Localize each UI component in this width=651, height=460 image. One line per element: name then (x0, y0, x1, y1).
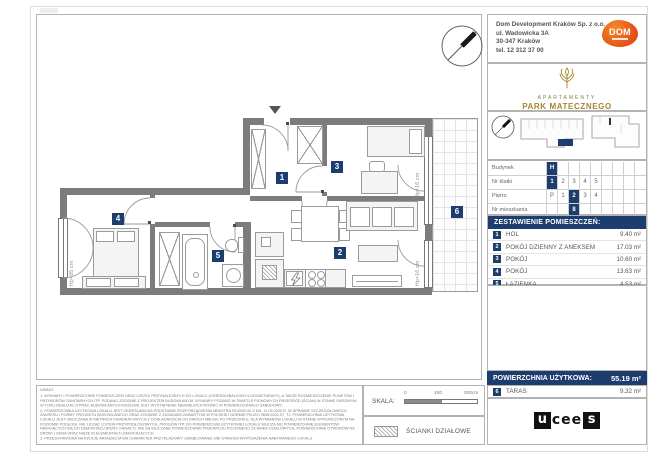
scale-box (363, 385, 485, 416)
washing-machine (159, 232, 180, 286)
brand-line2: PARK MATECZNEGO (522, 102, 612, 111)
cell (623, 190, 634, 203)
cell (612, 190, 623, 203)
cell: P (546, 190, 557, 203)
room-number: 2 (493, 243, 501, 251)
burner (317, 271, 325, 279)
ucees-logo (488, 412, 646, 429)
scale-label: SKALA: (372, 398, 395, 405)
room-row (488, 266, 646, 278)
usable-area-bar (487, 371, 647, 385)
notes-title: UWAGI: (40, 387, 54, 393)
room-badge-hall: 1 (276, 172, 288, 184)
sill-height-label: Hp=16 cm (415, 172, 421, 198)
cell: H (546, 162, 557, 175)
cell: 4 (579, 176, 590, 189)
terrace-number: 6 (493, 388, 501, 396)
usable-area-value: 55.19 m² (610, 373, 641, 383)
notes-item: 1. WYMIARY I POWIERZCHNIE POMIESZCZEŃ ORAZ CZĘŚCI PRZYNALEŻNYCH DO LOKALU (OGRÓDKI/BALKONY/LOGGIE/TARASY), A TAKŻE ROZMIESZCZENIE PUNKTÓW I PRZYBORÓW SANITARNYCH ITP. PODANO ZGODNIE Z PROJEKTEM BUDOWLANYM. WYMIARY PODANO W ŚWIETLE PIONOWYCH PRZEGRÓD (ŚCIAN) W STANIE SUROWYM. W TOKU REALIZACJI PRAC BUDOWLANYCH MOŻLIWE JEST WYSTĄPIENIE NIEWIELKICH RÓŻNIC W POWIERZCHNIACH ZABUDOWY. (40, 394, 358, 408)
park-matecznego-tree-icon (556, 67, 578, 89)
room-badge-bathroom: 5 (212, 250, 224, 262)
hall-wardrobe (251, 129, 266, 189)
row-label: Nr mieszkania (492, 207, 528, 213)
room-area: 10.60 m² (616, 255, 641, 263)
row-label: Budynek (492, 165, 514, 171)
cell (634, 190, 645, 203)
cell: 1 (557, 190, 568, 203)
scale-tick-100: 100 (434, 391, 443, 396)
room-row (488, 254, 646, 266)
row-label: Piętro (492, 193, 507, 199)
company-info-box (487, 14, 647, 63)
room-badge-terrace: 6 (451, 206, 463, 218)
table-row (488, 162, 646, 176)
cell: 2 (557, 176, 568, 189)
cell: 2 (568, 190, 579, 203)
burner (308, 279, 316, 287)
kitchen-appliance (261, 237, 271, 247)
chair (291, 210, 302, 223)
company-phone: tel. 12 312 37 00 (496, 46, 544, 54)
partition-legend-label: ŚCIANKI DZIAŁOWE (406, 428, 471, 435)
notes-box (36, 385, 363, 445)
bathtub-inner (185, 238, 205, 286)
kitchen-vent (262, 265, 277, 280)
burner (317, 279, 325, 287)
terrace-name: TARAS (506, 388, 527, 395)
cell: 8 (568, 204, 579, 217)
room-area: 9.40 m² (620, 231, 641, 239)
cell (568, 162, 579, 175)
site-plan (488, 112, 646, 159)
room-number: 4 (493, 268, 501, 276)
usable-area-label: POWIERZCHNIA UŻYTKOWA: (493, 374, 592, 382)
dom-logo-tagline-bar (612, 38, 628, 40)
terrace-row (487, 385, 647, 398)
cell (623, 176, 634, 189)
toilet-tank (238, 237, 244, 253)
scale-tick-0: 0 (404, 391, 407, 396)
company-address2: 30-347 Kraków (496, 38, 541, 45)
sofa-cushion (394, 207, 414, 227)
cell: 5 (590, 176, 601, 189)
unit-locator-table (487, 160, 647, 215)
terrace-area: 9.32 m² (620, 388, 641, 395)
burner (308, 271, 316, 279)
cell: 3 (568, 176, 579, 189)
door-hinge (148, 221, 151, 224)
door-hinge (233, 224, 236, 227)
table-row (488, 190, 646, 204)
site-highlighted-unit (558, 139, 573, 146)
sofa-cushion (350, 207, 370, 227)
sill-height-label: Hp=16 cm (415, 260, 421, 286)
sofa-cushion (372, 207, 392, 227)
notes-item: 2. POWIERZCHNIA UŻYTKOWA LOKALU JEST OKREŚLANA NA PODSTAWIE ROZPORZĄDZENIA MINISTRA ROZWOJU Z DN. 11.09.2020 R. W SPRAWIE SZCZEGÓŁOWEGO ZAKRESU I FORMY PROJEKTU BUDOWLANEGO ORAZ ZGODNIE Z ZASADAMI ZAWARTYMI W POLSKIEJ NORMIE PN-ISO 9836:2022-07, TJ. POWIERZCHNIA UŻYTKOWA LOKALU JEST OBLICZANA W METRACH KWADRATOWYCH Z DOKŁADNOŚCIĄ DO DWÓCH MIEJSC PO PRZECINKU, DLA WYMIARÓW LOKALU W STANIE WYKOŃCZONYM NA POZIOMIE PODŁOGI, NIE LICZĄC LISTEW PRZYPODŁOGOWYCH, PROGÓW ITP. DO POWIERZCHNI UŻYTKOWEJ LOKALU WLICZA SIĘ POWIERZCHNIĘ ELEMENTÓW NADAJĄCYCH SIĘ DO DEMONTAŻU (RURY, KANAŁY). NIE SĄ WLICZANE POWIERZCHNIE PRZEKROJU POZIOMEGO ŚCIANEK DZIAŁOWYCH, POWIERZCHNIE OTWORÓW NA DRZWI I OKNA ORAZ NISZE W ELEMENTACH ZAMYKAJĄCYCH. (40, 408, 355, 436)
toilet-bowl (225, 239, 238, 252)
dom-development-logo (602, 20, 638, 47)
room-badge-bedroom3: 3 (331, 161, 343, 173)
row-label: Nr klatki (492, 179, 513, 185)
tv-stand-line (356, 281, 398, 282)
ucees-letter-u: u (534, 412, 551, 429)
ucees-letter-s: s (583, 412, 600, 429)
room-area: 13.63 m² (616, 268, 641, 276)
company-address1: ul. Wadowicka 3A (496, 29, 549, 37)
partition-legend-box (363, 416, 485, 445)
brand-line1: APARTAMENTY (537, 95, 597, 101)
ucees-logo-box (487, 398, 647, 445)
wardrobe-door (86, 278, 111, 287)
desk (361, 171, 398, 194)
cell: 4 (590, 190, 601, 203)
cell (612, 162, 623, 175)
cell (634, 162, 645, 175)
spacer-box (487, 285, 647, 371)
room-row (488, 241, 646, 253)
sill-height-label: Hp=85 cm (69, 260, 75, 286)
coffee-table (358, 245, 398, 262)
cell (612, 176, 623, 189)
pillow (96, 231, 114, 242)
cell (601, 162, 612, 175)
cell (579, 162, 590, 175)
room-badge-bedroom4: 4 (112, 213, 124, 225)
room-name: POKÓJ (506, 255, 528, 263)
cell: 1 (546, 176, 557, 189)
cell (601, 176, 612, 189)
room-list-header: ZESTAWIENIE POMIESZCZEŃ: (488, 216, 646, 229)
pillow (409, 129, 422, 154)
room-name: HOL (506, 231, 520, 239)
room-number: 3 (493, 255, 501, 263)
room-badge-living: 2 (334, 247, 346, 259)
dining-table (301, 206, 339, 242)
cell (623, 162, 634, 175)
company-name: Dom Development Kraków Sp. z o.o. (496, 21, 606, 28)
table-row (488, 176, 646, 190)
site-compass-icon (492, 116, 514, 138)
hall-wardrobe (297, 126, 323, 164)
room-list-box (487, 215, 647, 285)
cell (634, 176, 645, 189)
cell: 3 (579, 190, 590, 203)
ucees-letters-cee: cee (551, 412, 583, 428)
cell (601, 190, 612, 203)
cell (590, 162, 601, 175)
chair (291, 228, 302, 241)
brand-box (487, 63, 647, 111)
washbasin (226, 268, 241, 283)
scale-bar (404, 399, 478, 404)
site-plan-box (487, 111, 647, 160)
door-hinge (286, 122, 289, 125)
room-row (488, 229, 646, 241)
door-hinge (321, 190, 324, 193)
compass-icon (440, 24, 484, 68)
dom-logo-text: DOM (609, 26, 631, 37)
scale-bar-filled (405, 400, 442, 403)
desk-chair (369, 161, 385, 172)
room-name: POKÓJ (506, 268, 528, 276)
partition-swatch (374, 426, 398, 437)
dishwasher (286, 271, 303, 286)
bathtub-drain (193, 272, 199, 278)
room-number: 1 (493, 231, 501, 239)
scale-tick-200: 200cm (464, 391, 479, 396)
cell (557, 162, 568, 175)
room-name: POKÓJ DZIENNY Z ANEKSEM (506, 243, 596, 251)
notes-item: 3. PRZEDSTAWIONA NA RZUCIE ARANŻACJA MA CHARAKTER PRZYKŁADOWY. UMEBLOWANIE NIE STANOWI WYPOSAŻENIA NABYWANEGO LOKALU. (40, 436, 314, 441)
room-area: 17.03 m² (616, 243, 641, 251)
pillow (117, 231, 135, 242)
wardrobe-door (114, 278, 139, 287)
